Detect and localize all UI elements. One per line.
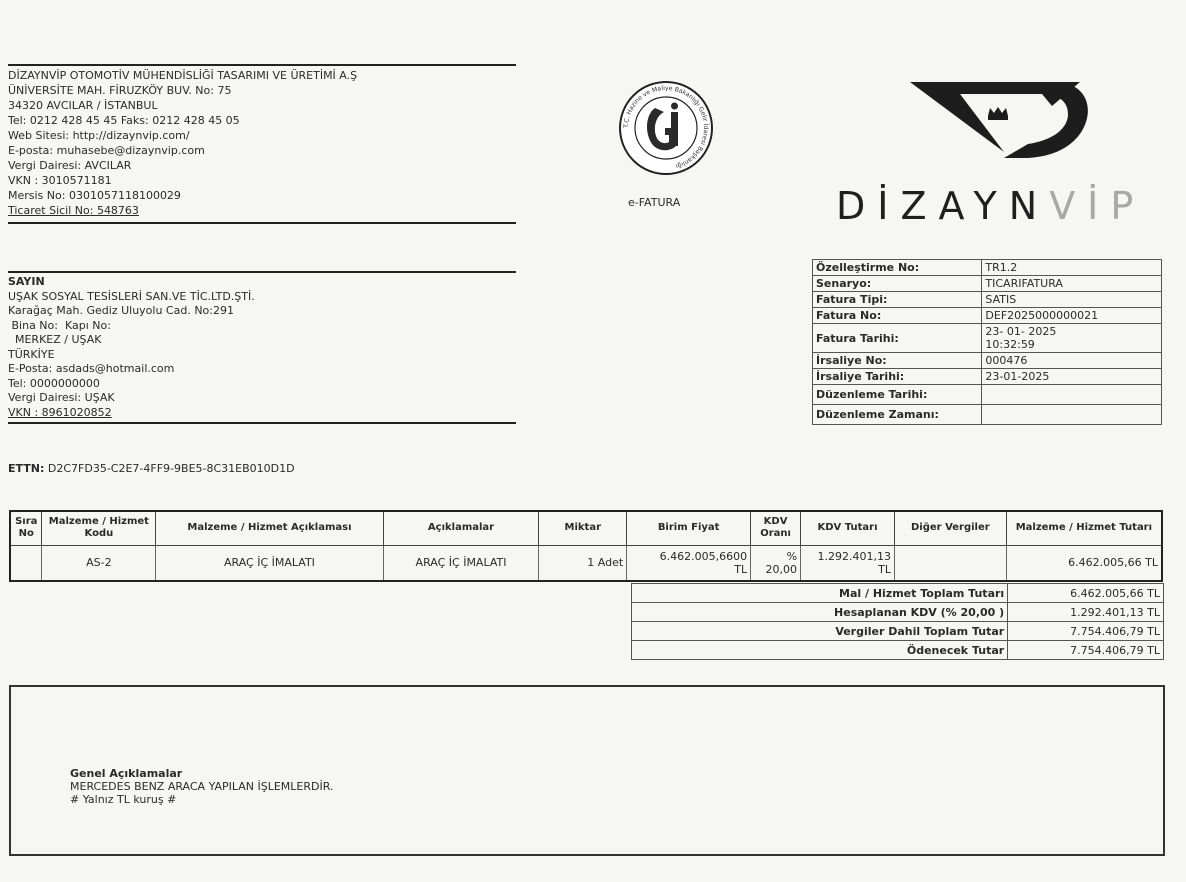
info-row xyxy=(813,308,1162,324)
brand-wordmark xyxy=(836,184,1145,228)
info-row xyxy=(813,276,1162,292)
info-value xyxy=(982,385,1162,405)
item-other-taxes xyxy=(894,545,1006,581)
brand-name-light: VİP xyxy=(1049,184,1146,228)
seller-line: E-posta: muhasebe@dizaynvip.com xyxy=(8,144,205,157)
totals-row xyxy=(632,622,1164,641)
totals-key: Ödenecek Tutar xyxy=(632,641,1008,660)
items-table xyxy=(9,510,1163,582)
totals-value: 6.462.005,66 TL xyxy=(1008,584,1164,603)
notes-title: Genel Açıklamalar xyxy=(70,767,183,780)
row-number xyxy=(10,545,42,581)
column-header: Malzeme / Hizmet Tutarı xyxy=(1006,511,1162,545)
seller-line: Ticaret Sicil No: 548763 xyxy=(8,204,139,217)
column-header: Birim Fiyat xyxy=(627,511,751,545)
column-header: KDV Oranı xyxy=(751,511,801,545)
items-header-row xyxy=(10,511,1162,545)
buyer-line: UŞAK SOSYAL TESİSLERİ SAN.VE TİC.LTD.ŞTİ. xyxy=(8,289,255,303)
buyer-line: MERKEZ / UŞAK xyxy=(8,333,102,346)
seller-block xyxy=(8,64,516,224)
dizaynvip-logo-icon xyxy=(908,78,1092,160)
column-header: Malzeme / Hizmet Kodu xyxy=(42,511,156,545)
seller-line: DİZAYNVİP OTOMOTİV MÜHENDİSLİĞİ TASARIMI VE ÜRETİMİ A.Ş xyxy=(8,69,358,82)
totals-table xyxy=(631,583,1164,660)
info-key: Düzenleme Zamanı: xyxy=(813,405,982,425)
table-row xyxy=(10,545,1162,581)
totals-key: Vergiler Dahil Toplam Tutar xyxy=(632,622,1008,641)
ettn-value: D2C7FD35-C2E7-4FF9-9BE5-8C31EB010D1D xyxy=(47,462,295,475)
info-value: 23- 01- 2025 10:32:59 xyxy=(982,324,1162,353)
column-header: Sıra No xyxy=(10,511,42,545)
seller-line: Vergi Dairesi: AVCILAR xyxy=(8,159,132,172)
column-header: KDV Tutarı xyxy=(801,511,895,545)
info-row xyxy=(813,405,1162,425)
info-key: Özelleştirme No: xyxy=(813,260,982,276)
item-description: ARAÇ İÇ İMALATI xyxy=(156,545,383,581)
item-unit-price: 6.462.005,6600 TL xyxy=(627,545,751,581)
buyer-line: TÜRKİYE xyxy=(8,347,55,361)
totals-row xyxy=(632,641,1164,660)
totals-key: Mal / Hizmet Toplam Tutarı xyxy=(632,584,1008,603)
notes-content xyxy=(70,767,333,806)
info-key: Senaryo: xyxy=(813,276,982,292)
seal-ring-text: T.C. Hazine ve Maliye Bakanlığı Gelir İdaresi Başkanlığı xyxy=(622,84,710,170)
info-row xyxy=(813,369,1162,385)
efatura-caption: e-FATURA xyxy=(628,196,681,209)
seller-line: Tel: 0212 428 45 45 Faks: 0212 428 45 05 xyxy=(8,114,240,127)
buyer-heading: SAYIN xyxy=(8,275,45,288)
seller-line: Mersis No: 0301057118100029 xyxy=(8,189,181,202)
seller-line: VKN : 3010571181 xyxy=(8,174,112,187)
buyer-block xyxy=(8,271,516,424)
column-header: Malzeme / Hizmet Açıklaması xyxy=(156,511,383,545)
notes-line: MERCEDES BENZ ARACA YAPILAN İŞLEMLERDİR. xyxy=(70,780,334,793)
ettn-label: ETTN: xyxy=(8,462,45,475)
totals-value: 7.754.406,79 TL xyxy=(1008,622,1164,641)
info-value xyxy=(982,405,1162,425)
info-value: 000476 xyxy=(982,353,1162,369)
item-notes: ARAÇ İÇ İMALATI xyxy=(383,545,539,581)
invoice-info-table xyxy=(812,259,1162,425)
info-value: TR1.2 xyxy=(982,260,1162,276)
seller-line: ÜNİVERSİTE MAH. FİRUZKÖY BUV. No: 75 xyxy=(8,84,232,97)
info-key: Fatura Tipi: xyxy=(813,292,982,308)
buyer-line: VKN : 8961020852 xyxy=(8,405,112,419)
info-key: Fatura Tarihi: xyxy=(813,324,982,353)
info-value: DEF2025000000021 xyxy=(982,308,1162,324)
item-vat-rate: % 20,00 xyxy=(751,545,801,581)
totals-key: Hesaplanan KDV (% 20,00 ) xyxy=(632,603,1008,622)
info-key: Düzenleme Tarihi: xyxy=(813,385,982,405)
buyer-line: Bina No: Kapı No: xyxy=(8,318,111,332)
gib-seal-icon xyxy=(618,80,714,176)
info-value: SATIS xyxy=(982,292,1162,308)
buyer-line: Karağaç Mah. Gediz Uluyolu Cad. No:291 xyxy=(8,304,234,317)
info-row xyxy=(813,353,1162,369)
info-row xyxy=(813,385,1162,405)
info-key: Fatura No: xyxy=(813,308,982,324)
column-header: Miktar xyxy=(539,511,627,545)
info-value: 23-01-2025 xyxy=(982,369,1162,385)
ettn-line xyxy=(8,462,295,475)
totals-value: 7.754.406,79 TL xyxy=(1008,641,1164,660)
info-key: İrsaliye Tarihi: xyxy=(813,369,982,385)
totals-row xyxy=(632,584,1164,603)
info-row xyxy=(813,260,1162,276)
info-value: TICARIFATURA xyxy=(982,276,1162,292)
brand-name-dark: DİZAYN xyxy=(836,184,1050,228)
buyer-line: Tel: 0000000000 xyxy=(8,376,100,390)
column-header: Diğer Vergiler xyxy=(894,511,1006,545)
buyer-line: E-Posta: asdads@hotmail.com xyxy=(8,362,175,375)
info-row xyxy=(813,324,1162,353)
item-total: 6.462.005,66 TL xyxy=(1006,545,1162,581)
totals-value: 1.292.401,13 TL xyxy=(1008,603,1164,622)
item-vat-amount: 1.292.401,13 TL xyxy=(801,545,895,581)
item-code: AS-2 xyxy=(42,545,156,581)
seller-line: Web Sitesi: http://dizaynvip.com/ xyxy=(8,129,190,142)
seller-line: 34320 AVCILAR / İSTANBUL xyxy=(8,99,158,112)
info-row xyxy=(813,292,1162,308)
item-quantity: 1 Adet xyxy=(539,545,627,581)
notes-line: # Yalnız TL kuruş # xyxy=(70,793,177,806)
notes-box xyxy=(9,685,1165,856)
column-header: Açıklamalar xyxy=(383,511,539,545)
buyer-line: Vergi Dairesi: UŞAK xyxy=(8,391,115,404)
info-key: İrsaliye No: xyxy=(813,353,982,369)
totals-row xyxy=(632,603,1164,622)
